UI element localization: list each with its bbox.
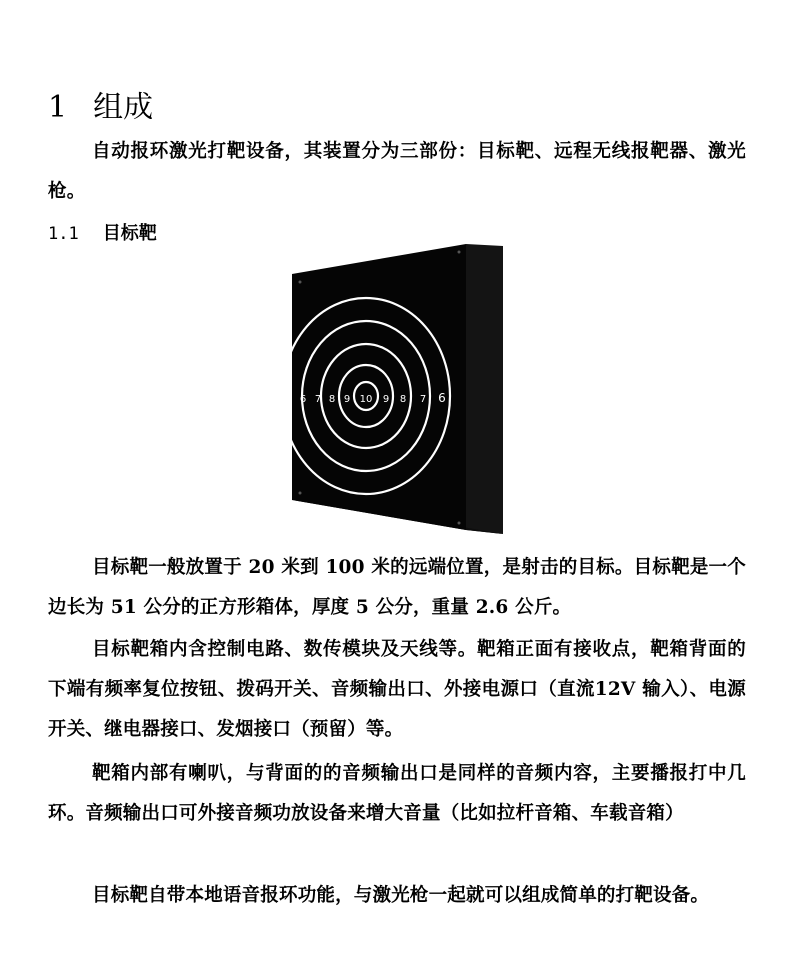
ring-number-right: 9 xyxy=(382,394,390,405)
ring-number-left: 6 xyxy=(299,394,307,405)
box-front-face xyxy=(292,244,466,530)
ring-number-right: 8 xyxy=(399,394,407,405)
box-side-face xyxy=(466,244,503,534)
screw-icon xyxy=(458,251,461,254)
screw-icon xyxy=(458,522,461,525)
ring-number-left: 7 xyxy=(314,394,322,405)
section-title: 组成 xyxy=(93,90,154,125)
body-paragraph: 靶箱内部有喇叭，与背面的的音频输出口是同样的音频内容，主要播报打中几环。音频输出口可外接音频功放设备来增大音量（比如拉杆音箱、车载音箱） xyxy=(48,763,746,824)
ring-number-left: 8 xyxy=(328,394,336,405)
ring-number-left: 9 xyxy=(343,394,351,405)
target-box-image xyxy=(270,238,508,540)
section-number: 1 xyxy=(48,90,68,125)
ring-number-right: 6 xyxy=(438,391,446,405)
body-paragraph: 目标靶一般放置于 20 米到 100 米的远端位置，是射击的目标。目标靶是一个边长为 51 公分的正方形箱体，厚度 5 公分，重量 2.6 公斤。 xyxy=(48,557,746,618)
subsection-title: 目标靶 xyxy=(102,223,157,244)
section-heading xyxy=(48,88,153,128)
subsection-heading xyxy=(48,220,157,248)
ring-number-right: 7 xyxy=(419,394,427,405)
screw-icon xyxy=(299,492,302,495)
ring-number-center: 10 xyxy=(359,394,373,405)
body-paragraph: 目标靶箱内含控制电路、数传模块及天线等。靶箱正面有接收点，靶箱背面的下端有频率复位按钮、拨码开关、音频输出口、外接电源口（直流12V 输入）、电源开关、继电器接口、发烟接口（预留）等。 xyxy=(48,639,746,740)
subsection-number: 1.1 xyxy=(48,224,79,244)
screw-icon xyxy=(299,281,302,284)
intro-paragraph: 自动报环激光打靶设备，其装置分为三部份：目标靶、远程无线报靶器、激光枪。 xyxy=(48,141,746,202)
body-paragraph: 目标靶自带本地语音报环功能，与激光枪一起就可以组成简单的打靶设备。 xyxy=(92,885,710,906)
